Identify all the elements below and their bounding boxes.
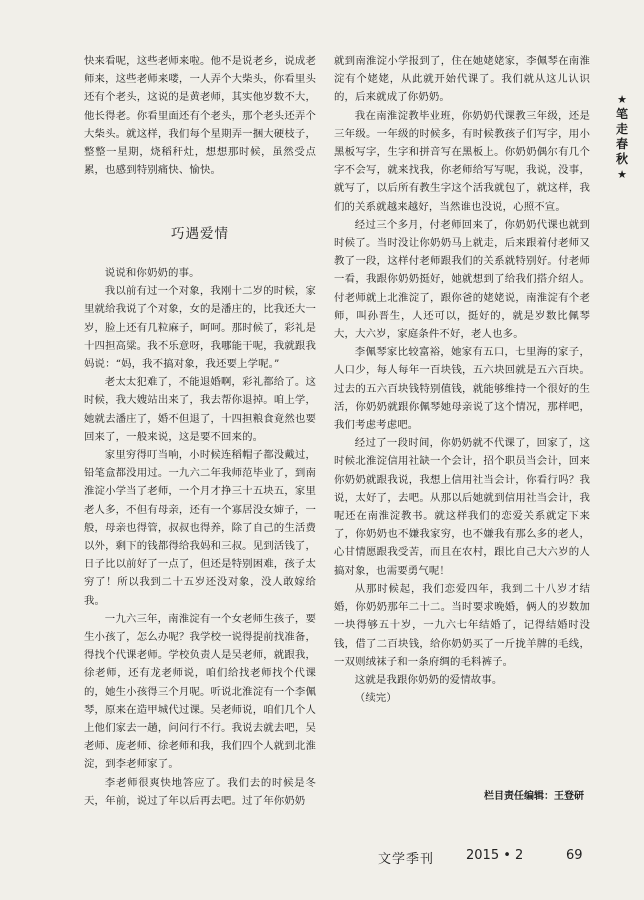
left-article-body xyxy=(84,264,316,810)
left-intro xyxy=(84,52,316,179)
article-paragraph: 李老师很爽快地答应了。我们去的时候是冬天，年前，说过了年以后再去吧。过了年你奶奶 xyxy=(84,776,316,807)
article-paragraph: 李佩琴家比较富裕，她家有五口，七里海的家子，人口少，每人每年一百块钱，五六块回就是五六百块。过去的五六百块钱特别值钱，就能够维持一个很好的生活，你奶奶就跟你佩琴她母亲说了这个情况，那样吧，我们考虑考虑吧。 xyxy=(334,346,590,432)
article-paragraph: 老太太犯难了，不能退婚啊，彩礼都给了。这时候，我大嫂站出来了，我去帮你退掉。咱上学，她就去潘庄了，婚不但退了，十四担粮食竟然也要回来了，一般来说，这是要不回来的。 xyxy=(84,376,316,443)
article-paragraph: 经过了一段时间，你奶奶就不代课了，回家了，这时候北淮淀信用社缺一个会计，招个职员当会计，回来你奶奶就跟我说，我想上信用社当会计，你看行吗？我说，太好了，去吧。从那以后她就到信用社当会计，我呢还在南淮淀教书。就这样我们的恋爱关系就定下来了，你奶奶也不嫌我家穷，也不嫌我有那么多的老人，心甘情愿跟我受苦，而且在农村，跟比自己大六岁的人搞对象，也需要勇气呢！ xyxy=(334,437,590,577)
section-title: 巧遇爱情 xyxy=(171,226,229,242)
right-article-body xyxy=(334,52,590,707)
article-paragraph: 我以前有过一个对象，我刚十二岁的时候，家里就给我说了个对象，女的是潘庄的，比我还大一岁，脸上还有几粒麻子，呵呵。那时候了，彩礼是十四担高粱。我不乐意呀，我哪能干呢，我就跟我妈说：“妈，我不搞对象，我还要上学呢。” xyxy=(84,285,316,371)
side-column-label xyxy=(613,92,631,182)
side-char: 笔 xyxy=(615,107,628,121)
journal-name: 文学季刊 xyxy=(378,852,435,867)
article-paragraph: 就到南淮淀小学报到了，住在她姥姥家，李佩琴在南淮淀有个姥姥，从此就开始代课了。我们就从这儿认识的，后来就成了你奶奶。 xyxy=(334,55,590,104)
article-paragraph: 说说和你奶奶的事。 xyxy=(104,267,200,279)
page-footer xyxy=(0,848,644,868)
article-paragraph: 我在南淮淀教毕业班，你奶奶代课教三年级，还是三年级。一年级的时候多，有时候教孩子们写字，用小黑板写字，生字和拼音写在黑板上。你奶奶偶尔有几个字不会写，就来找我，你老师给写写呢，我说，没事，就写了，以后所有教生字这个活我就包了，就这样，我们的关系就越来越好，当然谁也没说，心照不宣。 xyxy=(334,109,590,213)
side-char: 走 xyxy=(615,122,628,136)
article-paragraph: 从那时候起，我们恋爱四年，我到二十八岁才结婚，你奶奶那年二十二。当时要求晚婚，俩人的岁数加一块得够五十岁，一九六七年结婚了，记得结婚时没钱，借了二百块钱，给你奶奶买了一斤拢羊牌的毛线，一双则绒袜子和一条府绸的毛料裤子。 xyxy=(334,582,590,668)
editor-credit: 栏目责任编辑：王登研 xyxy=(484,791,584,802)
article-paragraph: 这就是我跟你奶奶的爱情故事。 xyxy=(354,673,503,686)
issue-number: 2015 • 2 xyxy=(466,848,524,863)
article-paragraph: 家里穷得叮当响，小时候连稻帽子都没戴过，铅笔盒都没用过。一九六二年我师范毕业了，到南淮淀小学当了老师，一个月才挣三十五块五，家里老人多，不但有母亲，还有一个寡居没女婶子，一般，母亲也得管，叔叔也得养，除了自己的生活费以外，剩下的钱都得给我妈和三叔。见到活钱了，日子比以前好了一点了，但还是特别困难，孩子太穷了！所以我到二十五岁还没对象，没人敢嫁给我。 xyxy=(84,449,316,607)
page-number: 69 xyxy=(566,848,583,863)
article-paragraph: 一九六三年，南淮淀有一个女老师生孩子，要生小孩了，怎么办呢？我学校一说得提前找准备，得找个代课老师。学校负责人是吴老师，就跟我，徐老师，还有龙老师说，咱们给找老师找个代课的，她生小孩得三个月呢。听说北淮淀有一个李佩琴，原来在造甲城代过课。吴老师说，咱们几个人上他们家去一趟，问问行不行。我说去就去吧，吴老师、庞老师、徐老师和我，我们四个人就到北淮淀，到李老师家了。 xyxy=(84,612,316,771)
star-icon: ★ xyxy=(617,168,627,181)
star-icon: ★ xyxy=(617,93,627,106)
intro-paragraph: 快来看呢，这些老师来啦。他不是说老乡，说成老师来，这些老师来喽，一人弄个大柴头，你看里头还有个老头，这说的是黄老师，其实他岁数不大，他长得老。你看里面还有个老头，那个老头还弄个大柴头。就这样，我们每个星期弄一捆大硬枝子，整整一星期，烧稻秆灶，想想那时候，虽然受点累，也感到特别痛快、愉快。 xyxy=(84,55,316,177)
side-char: 春 xyxy=(615,137,628,151)
article-paragraph: 经过三个多月，付老师回来了，你奶奶代课也就到时候了。当时没让你奶奶马上就走，后来跟着付老师又教了一段，这样付老师跟我们的关系就特别好。付老师一看，我跟你奶奶挺好，她就想到了给我们搭介绍人。付老师就上北淮淀了，跟你爸的姥姥说，南淮淀有个老师，叫孙晋生，人还可以，挺好的，就是岁数比佩琴大，大六岁，家庭条件不好，老人也多。 xyxy=(334,218,590,341)
article-ending: （续完） xyxy=(354,692,397,705)
side-char: 秋 xyxy=(615,152,628,166)
